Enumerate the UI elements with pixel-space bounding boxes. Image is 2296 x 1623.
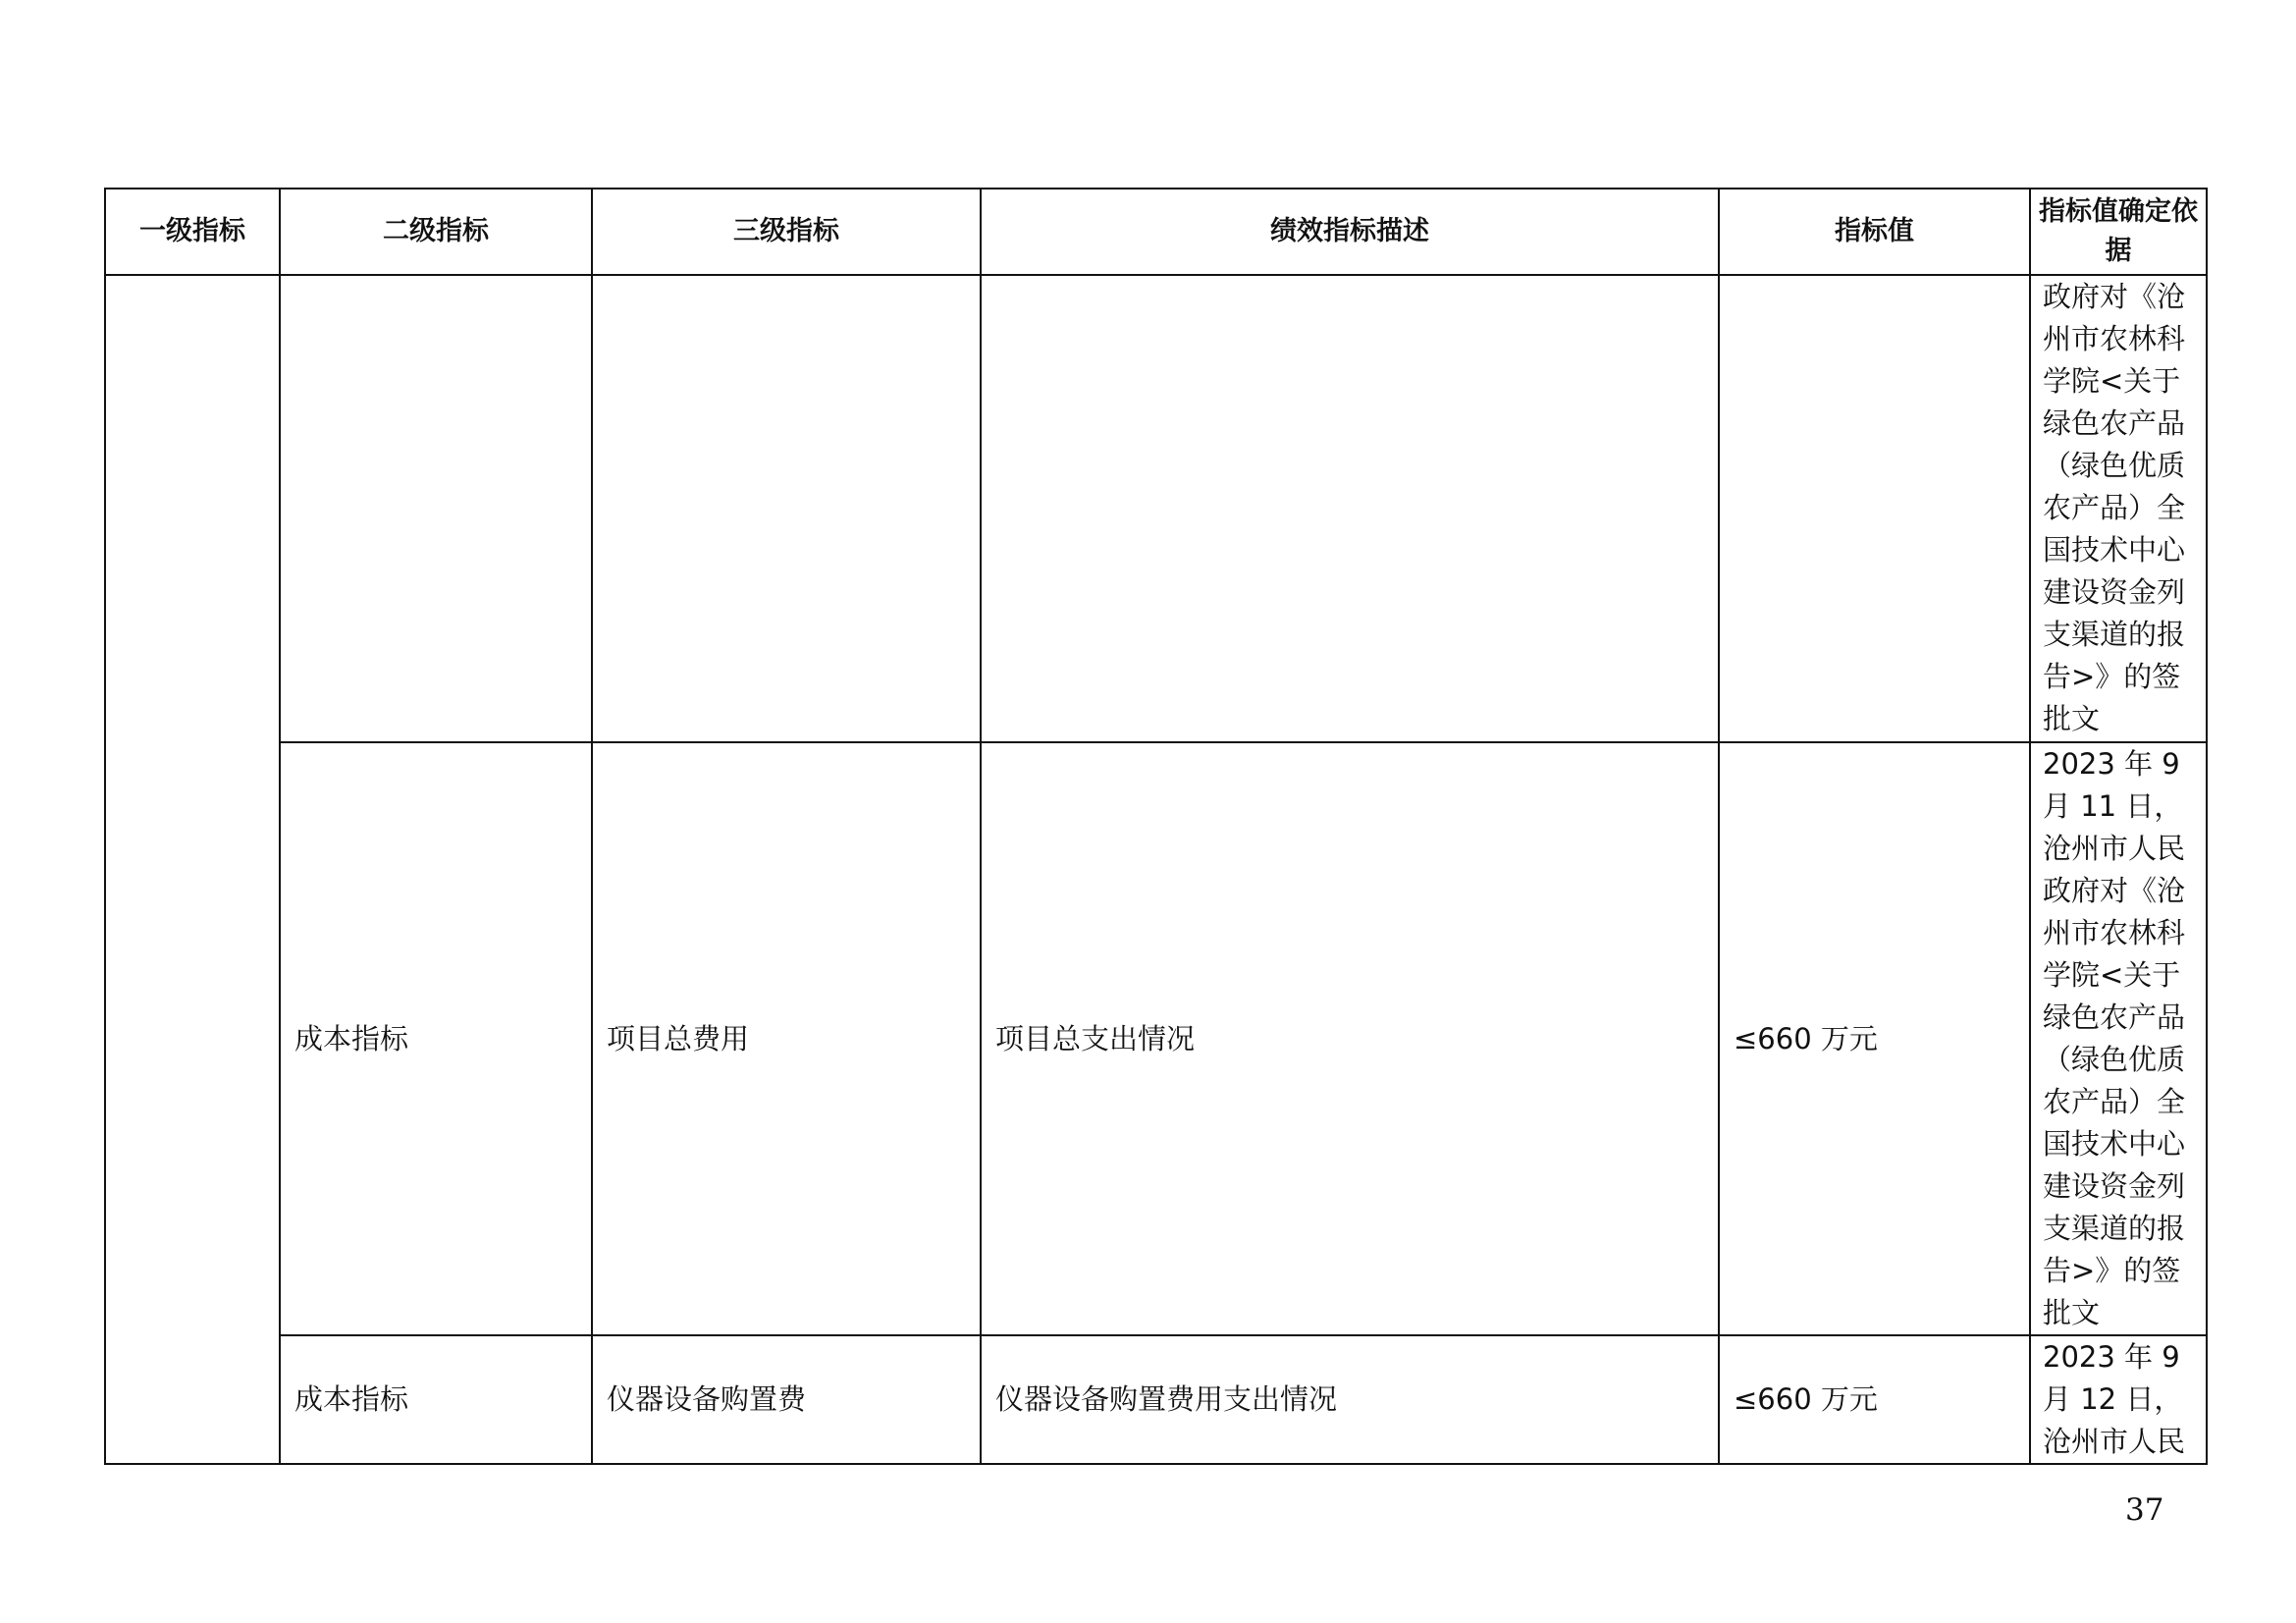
table-header-row — [105, 189, 2207, 275]
page-number: 37 — [2125, 1492, 2164, 1528]
level2-cell — [280, 275, 592, 742]
header-value-basis: 指标值确定依据 — [2030, 189, 2207, 275]
header-description: 绩效指标描述 — [981, 189, 1719, 275]
table-row — [105, 275, 2207, 742]
table-row — [105, 1335, 2207, 1464]
description-cell: 项目总支出情况 — [981, 742, 1719, 1335]
header-level2-indicator: 二级指标 — [280, 189, 592, 275]
header-indicator-value: 指标值 — [1719, 189, 2030, 275]
performance-indicator-table — [104, 188, 2208, 1465]
header-level1-indicator: 一级指标 — [105, 189, 280, 275]
level3-cell: 仪器设备购置费 — [592, 1335, 981, 1464]
header-level3-indicator: 三级指标 — [592, 189, 981, 275]
description-cell: 仪器设备购置费用支出情况 — [981, 1335, 1719, 1464]
table-row — [105, 742, 2207, 1335]
level3-cell — [592, 275, 981, 742]
level3-cell: 项目总费用 — [592, 742, 981, 1335]
value-cell — [1719, 275, 2030, 742]
description-cell — [981, 275, 1719, 742]
level1-cell — [105, 275, 280, 1464]
level2-cell: 成本指标 — [280, 1335, 592, 1464]
value-cell: ≤660 万元 — [1719, 1335, 2030, 1464]
basis-cell: 政府对《沧州市农林科学院<关于绿色农产品（绿色优质农产品）全国技术中心建设资金列支渠道的报告>》的签批文 — [2030, 275, 2207, 742]
value-cell: ≤660 万元 — [1719, 742, 2030, 1335]
basis-cell: 2023 年 9 月 11 日，沧州市人民政府对《沧州市农林科学院<关于绿色农产品（绿色优质农产品）全国技术中心建设资金列支渠道的报告>》的签批文 — [2030, 742, 2207, 1335]
level2-cell: 成本指标 — [280, 742, 592, 1335]
basis-cell: 2023 年 9 月 12 日，沧州市人民 — [2030, 1335, 2207, 1464]
